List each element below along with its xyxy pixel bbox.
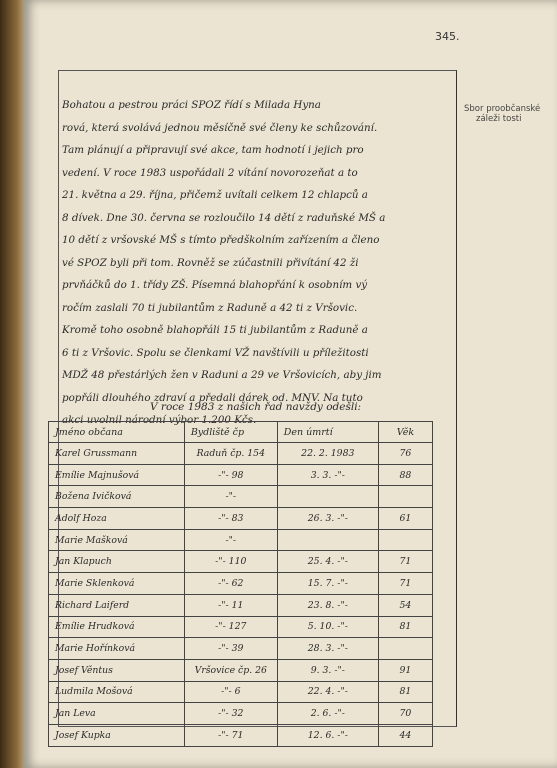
cell-age: 81 (378, 616, 432, 638)
cell-date: 22. 4. -"- (277, 681, 378, 703)
table-row (49, 551, 433, 573)
table-row (49, 724, 433, 746)
margin-note (464, 104, 557, 124)
cell-age (378, 486, 432, 508)
table-row (49, 486, 433, 508)
cell-date: 15. 7. -"- (277, 573, 378, 595)
table-row (49, 659, 433, 681)
cell-date: 9. 3. -"- (277, 659, 378, 681)
table-title: V roce 1983 z našich řad navždy odešli: (150, 401, 362, 413)
deceased-table (48, 421, 433, 747)
cell-age: 70 (378, 703, 432, 725)
cell-date: 5. 10. -"- (277, 616, 378, 638)
cell-date: 22. 2. 1983 (277, 443, 378, 465)
page-number: 345. (435, 30, 460, 43)
cell-address: -"- (184, 486, 277, 508)
cell-date: 2. 6. -"- (277, 703, 378, 725)
cell-address: Raduň čp. 154 (184, 443, 277, 465)
cell-name: Adolf Hoza (49, 508, 185, 530)
table-body (49, 443, 433, 747)
cell-name: Richard Laiferd (49, 594, 185, 616)
cell-address: -"- 39 (184, 638, 277, 660)
cell-age: 76 (378, 443, 432, 465)
cell-address: -"- 11 (184, 594, 277, 616)
cell-address: -"- 6 (184, 681, 277, 703)
cell-name: Karel Grussmann (49, 443, 185, 465)
cell-name: Emílie Hrudková (49, 616, 185, 638)
cell-age: 71 (378, 573, 432, 595)
margin-note-line-1: Sbor proobčanské (464, 104, 541, 114)
table-row (49, 616, 433, 638)
cell-name: Ludmila Mošová (49, 681, 185, 703)
margin-note-line-2: záleži tosti (476, 114, 522, 124)
table-row (49, 443, 433, 465)
cell-date: 3. 3. -"- (277, 464, 378, 486)
cell-address: -"- 71 (184, 724, 277, 746)
table-row (49, 529, 433, 551)
cell-date: 26. 3. -"- (277, 508, 378, 530)
header-address: Bydliště čp (184, 422, 277, 443)
cell-date (277, 529, 378, 551)
table-header-row (49, 422, 433, 443)
cell-address: -"- (184, 529, 277, 551)
cell-name: Božena Ivičková (49, 486, 185, 508)
cell-age: 91 (378, 659, 432, 681)
table-row (49, 638, 433, 660)
cell-name: Josef Věntus (49, 659, 185, 681)
cell-date (277, 486, 378, 508)
cell-age (378, 638, 432, 660)
cell-address: -"- 127 (184, 616, 277, 638)
cell-address: -"- 110 (184, 551, 277, 573)
cell-date: 23. 8. -"- (277, 594, 378, 616)
cell-age: 61 (378, 508, 432, 530)
cell-age: 71 (378, 551, 432, 573)
table-row (49, 508, 433, 530)
table-row (49, 681, 433, 703)
cell-age: 54 (378, 594, 432, 616)
cell-name: Jan Leva (49, 703, 185, 725)
cell-address: -"- 83 (184, 508, 277, 530)
cell-name: Josef Kupka (49, 724, 185, 746)
cell-name: Emílie Majnušová (49, 464, 185, 486)
table-row (49, 594, 433, 616)
cell-date: 28. 3. -"- (277, 638, 378, 660)
cell-date: 25. 4. -"- (277, 551, 378, 573)
cell-date: 12. 6. -"- (277, 724, 378, 746)
cell-age: 81 (378, 681, 432, 703)
cell-address: -"- 98 (184, 464, 277, 486)
table-row (49, 703, 433, 725)
header-date: Den úmrtí (277, 422, 378, 443)
cell-age (378, 529, 432, 551)
cell-name: Marie Mašková (49, 529, 185, 551)
cell-address: Vršovice čp. 26 (184, 659, 277, 681)
cell-age: 88 (378, 464, 432, 486)
cell-name: Marie Sklenková (49, 573, 185, 595)
header-age: Věk (378, 422, 432, 443)
cell-age: 44 (378, 724, 432, 746)
table-row (49, 573, 433, 595)
chronicle-paragraph: Bohatou a pestrou práci SPOZ řídí s Milada Hyna rová, která svolává jednou měsíčně své členy ke schůzování. Tam plánují a připravují své akce, tam hodnotí i jejich pro vedení. V roce 1983 uspořádali 2 vítání novorozeňat a to 21. května a 29. října, přičemž uvítali celkem 12 chlapců a 8 dívek. Dne 30. června se rozloučilo 14 dětí z raduňské MŠ a 10 dětí z vršovské MŠ s tímto předškolním zařízením a členo vé SPOZ byli při tom. Rovněž se zúčastnili přivítání 42 ži prvňáčků do 1. třídy ZŠ. Písemná blahopřání k osobním vý ročím zaslali 70 ti jubilantům z Raduně a 42 ti z Vršovic. Kromě toho osobně blahopřáli 15 ti jubilantům z Raduně a 6 ti z Vršovic. Spolu se členkami VŽ navštívili u příležitosti MDŽ 48 přestárlých žen v Raduni a 29 ve Vršovicích, aby jim popřáli dlouhého zdraví a předali dárek od. MNV. Na tuto akci uvolnil národní výbor 1.200 Kčs. (62, 99, 386, 426)
cell-address: -"- 32 (184, 703, 277, 725)
header-name: Jméno občana (49, 422, 185, 443)
cell-address: -"- 62 (184, 573, 277, 595)
cell-name: Marie Hořínková (49, 638, 185, 660)
table-row (49, 464, 433, 486)
cell-name: Jan Klapuch (49, 551, 185, 573)
